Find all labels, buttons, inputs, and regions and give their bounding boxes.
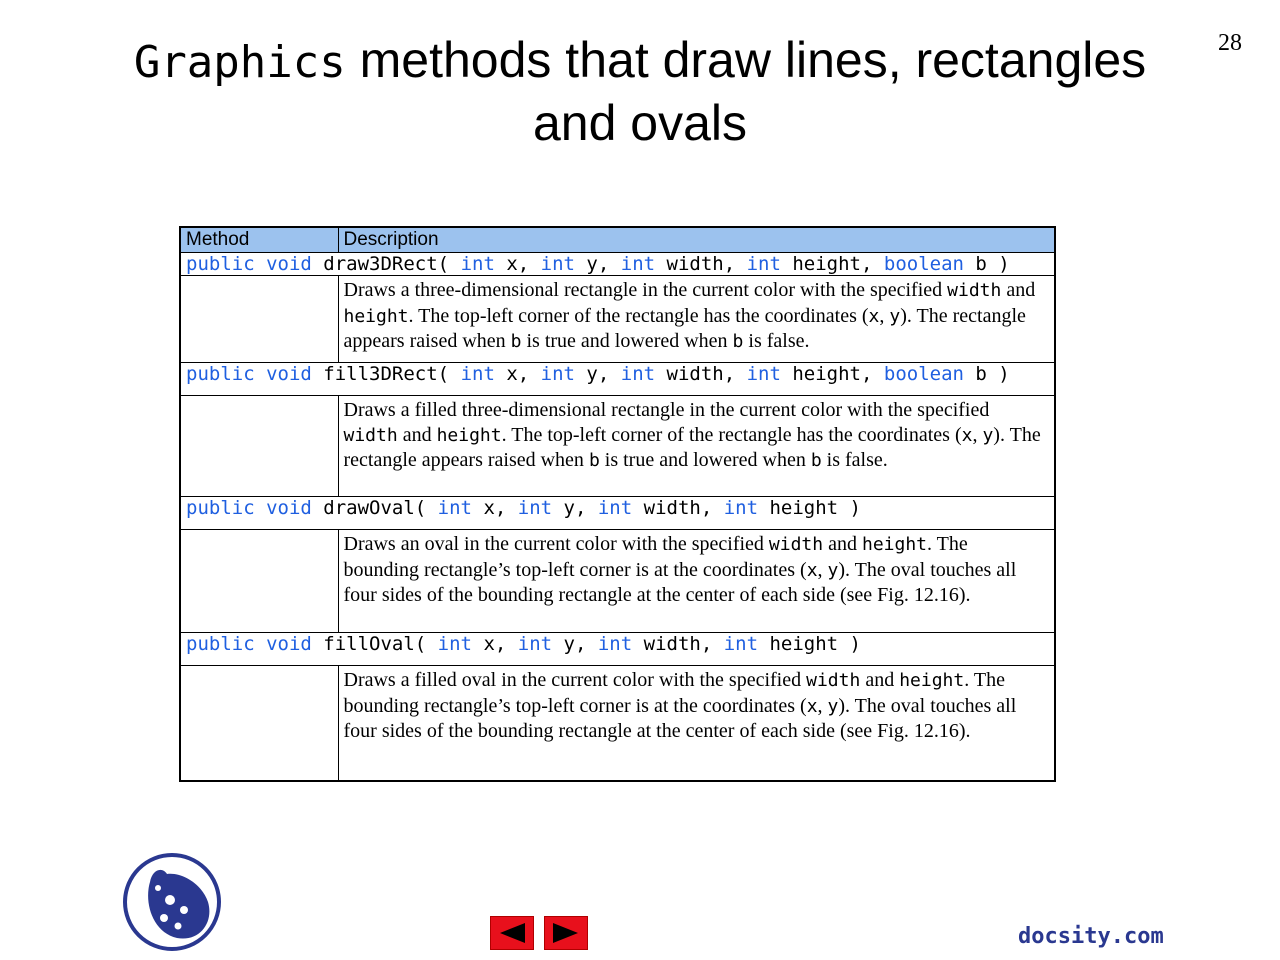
description-code: width [947,280,1002,301]
signature-token: fill3DRect( [323,363,461,385]
description-code: b [810,450,822,471]
signature-keyword: int [460,253,507,275]
triangle-right-icon [551,922,581,944]
signature-token: width, [666,363,747,385]
signature-token: width, [666,253,747,275]
signature-keyword: int [723,497,770,519]
method-cell-empty [180,530,338,633]
header-method: Method [180,227,338,253]
title-line2: and ovals [532,95,748,151]
description-text: and [860,669,900,691]
page-number: 28 [1218,30,1242,56]
description-code: y [827,695,839,717]
description-code: width [768,534,824,555]
signature-token: x, [506,253,541,275]
signature-token: height ) [769,633,861,655]
signature-token: y, [563,497,598,519]
description-text: . The top-left corner of the rectangle has the coordinates ( [501,423,962,446]
signature-token: height, [792,363,884,385]
method-description [338,666,1055,782]
method-signature [180,253,1055,276]
method-signature [180,363,1055,396]
method-description-row [180,276,1055,363]
description-text: ). The oval touches all four sides of the bounding rectangle at the center of each side (see Fig. 12.16). [343,558,1017,606]
title-code: Graphics [133,37,346,88]
signature-token: x, [483,497,518,519]
description-text: ). The rectangle appears raised when [343,304,1026,352]
description-text: Draws a filled three-dimensional rectangle in the current color with the specified [343,399,990,421]
description-code: height [343,305,409,327]
signature-keyword: int [517,633,564,655]
method-description-row [180,666,1055,782]
method-description-row [180,396,1055,497]
signature-keyword: public void [186,497,324,519]
description-code: y [982,424,994,446]
signature-keyword: int [620,253,667,275]
header-description: Description [338,227,1055,253]
description-text: is false. [821,449,888,471]
signature-keyword: int [437,633,484,655]
description-text: , [879,304,890,327]
description-code: y [827,559,839,581]
description-text: Draws a filled oval in the current color with the specified [343,669,807,691]
description-text: Draws a three-dimensional rectangle in the current color with the specified [343,279,948,301]
description-code: width [343,424,398,446]
method-cell-empty [180,666,338,782]
title-line1: methods that draw lines, rectangles [345,32,1147,88]
signature-keyword: int [517,497,564,519]
method-signature-row [180,633,1055,666]
description-text: . The bounding rectangle’s top-left corner is at the coordinates ( [343,669,1005,717]
description-code: x [961,424,973,446]
description-text: ). The oval touches all four sides of the bounding rectangle at the center of each side (see Fig. 12.16). [343,694,1017,742]
signature-keyword: int [620,363,667,385]
signature-keyword: int [746,363,793,385]
signature-keyword: int [597,497,644,519]
description-code: b [588,450,600,471]
triangle-left-icon [497,922,527,944]
methods-table [179,226,1056,782]
signature-token: y, [586,253,621,275]
description-text: , [972,423,983,446]
signature-keyword: public void [186,633,324,655]
signature-keyword: int [460,363,507,385]
description-text: ). The rectangle appears raised when [343,423,1041,471]
description-code: x [806,559,818,581]
signature-keyword: int [540,363,587,385]
description-text: is true and lowered when [599,449,811,471]
signature-keyword: public void [186,253,324,275]
signature-token: height ) [769,497,861,519]
signature-keyword: int [723,633,770,655]
signature-token: y, [563,633,598,655]
signature-token: x, [483,633,518,655]
description-code: x [868,305,880,327]
description-text: and [1001,279,1036,301]
table-header-row [180,227,1055,253]
description-code: height [899,670,965,691]
signature-keyword: boolean [883,363,976,385]
signature-keyword: int [437,497,484,519]
method-signature-row [180,497,1055,530]
description-text: . The top-left corner of the rectangle has the coordinates ( [408,304,869,327]
signature-token: width, [643,633,724,655]
description-text: Draws an oval in the current color with the specified [343,533,769,555]
signature-token: width, [643,497,724,519]
method-signature-row [180,363,1055,396]
description-text: . The bounding rectangle’s top-left corner is at the coordinates ( [343,533,968,581]
description-text: is true and lowered when [521,330,733,352]
method-description [338,530,1055,633]
docsity-brand-link[interactable]: docsity.com [1018,924,1164,949]
description-text: is false. [743,330,810,352]
method-signature [180,633,1055,666]
method-cell-empty [180,276,338,363]
signature-token: draw3DRect( [323,253,461,275]
description-text: and [823,533,862,555]
method-description [338,396,1055,497]
signature-token: y, [586,363,621,385]
description-code: y [889,305,901,327]
description-text: and [397,423,437,446]
signature-keyword: boolean [883,253,976,275]
method-signature [180,497,1055,530]
signature-keyword: int [540,253,587,275]
signature-keyword: public void [186,363,324,385]
signature-token: fillOval( [323,633,438,655]
description-text: , [817,558,828,581]
signature-keyword: int [597,633,644,655]
method-description-row [180,530,1055,633]
signature-keyword: int [746,253,793,275]
signature-token: x, [506,363,541,385]
description-code: b [732,331,744,352]
description-code: x [806,695,818,717]
method-signature-row [180,253,1055,276]
description-text: , [817,694,828,717]
signature-token: b ) [975,253,1010,275]
signature-token: height, [792,253,884,275]
method-description [338,276,1055,363]
page-title [80,30,1200,153]
description-code: b [510,331,522,352]
previous-slide-button[interactable] [490,916,534,950]
signature-token: drawOval( [323,497,438,519]
description-code: height [436,424,502,446]
methods-table-container [179,226,1054,782]
method-cell-empty [180,396,338,497]
docsity-logo-icon [122,852,222,952]
signature-token: b ) [975,363,1010,385]
description-code: height [862,534,928,555]
next-slide-button[interactable] [544,916,588,950]
description-code: width [806,670,861,691]
